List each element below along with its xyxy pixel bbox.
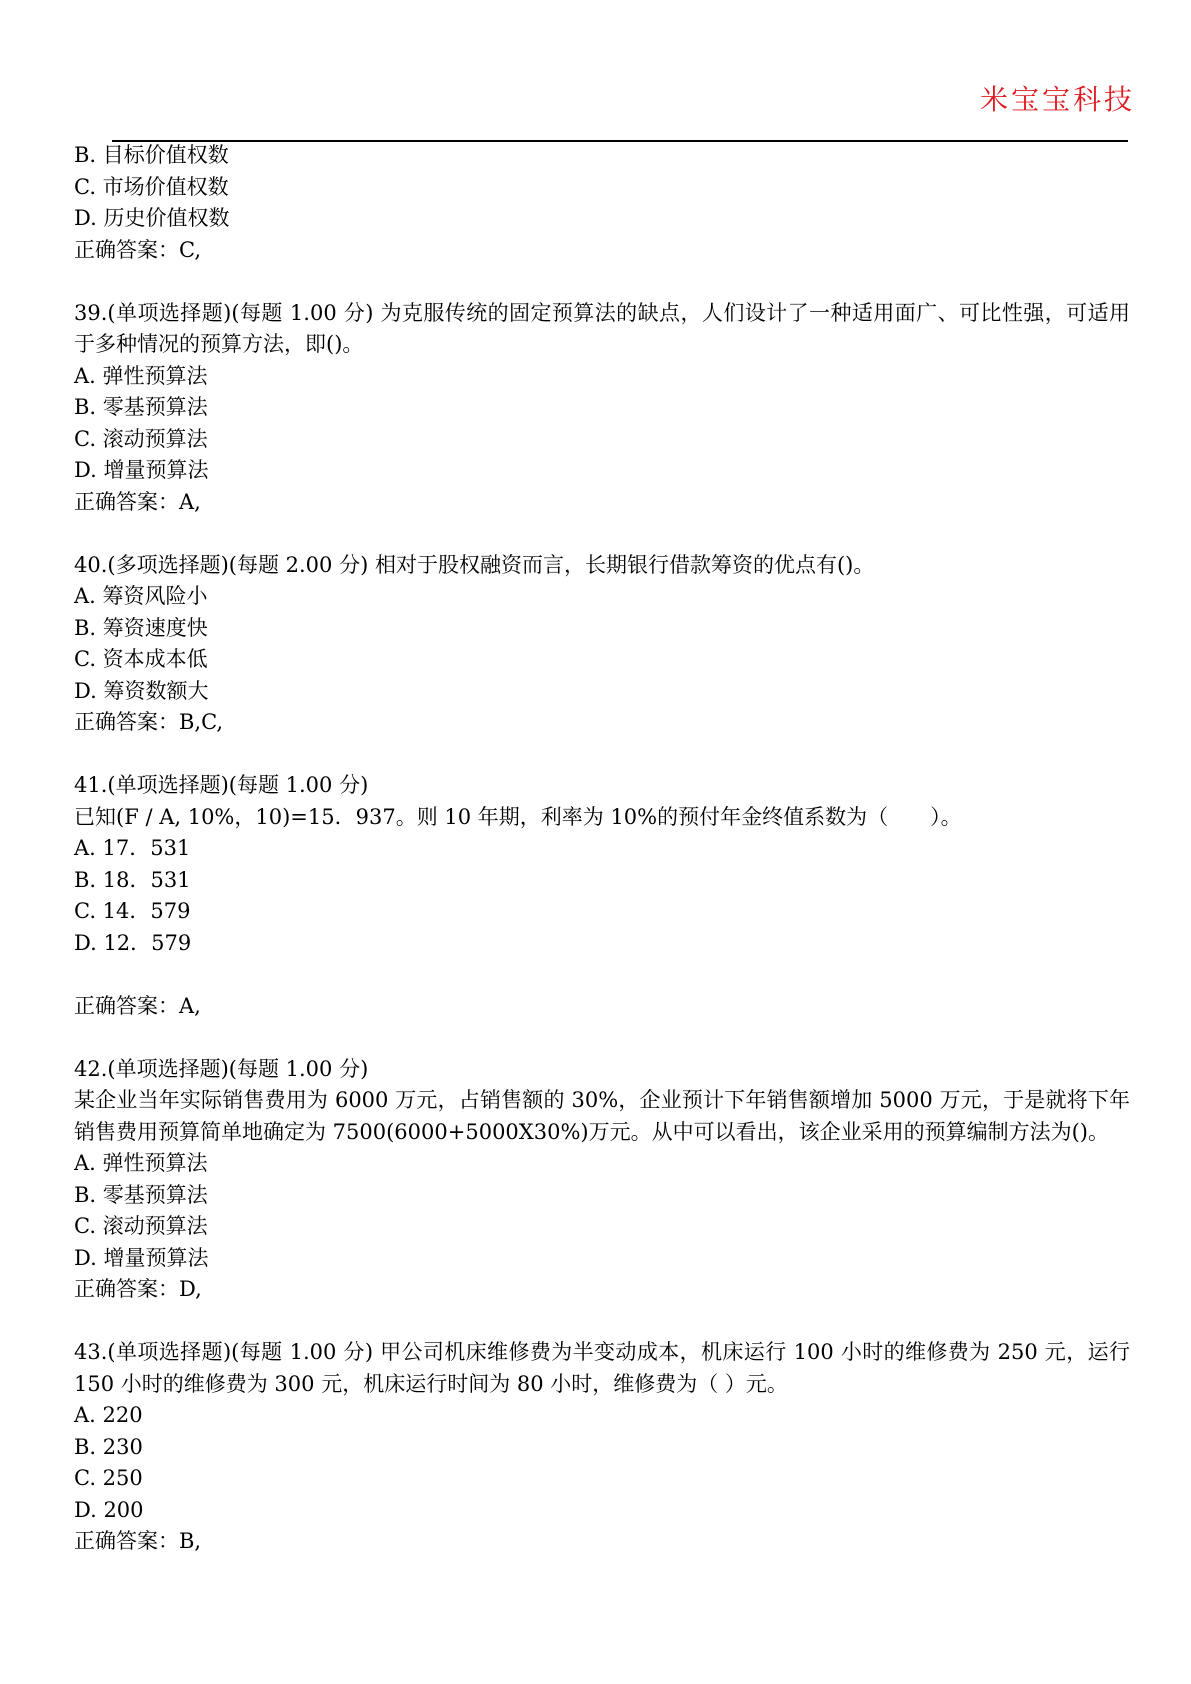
option: C. 14．579 — [74, 899, 191, 923]
document-body — [74, 140, 1130, 1558]
question-stem: 已知(F / A, 10%，10)=15．937。则 10 年期，利率为 10%的预付年金终值系数为（ ）。 — [74, 804, 962, 829]
question-38-tail — [74, 140, 1130, 266]
question-header: 41.(单项选择题)(每题 1.00 分) — [74, 773, 369, 797]
option: A. 17．531 — [74, 836, 191, 860]
option: A. 220 — [74, 1403, 143, 1427]
option: D. 12．579 — [74, 930, 192, 955]
question-41 — [74, 770, 1130, 1022]
option: B. 230 — [74, 1434, 143, 1459]
option: D. 200 — [74, 1497, 144, 1522]
question-42 — [74, 1054, 1130, 1306]
answer: 正确答案：C, — [74, 237, 201, 262]
option: A. 弹性预算法 — [74, 1151, 208, 1175]
question-39 — [74, 298, 1130, 519]
question-stem: 39.(单项选择题)(每题 1.00 分) 为克服传统的固定预算法的缺点，人们设计了一种适用面广、可比性强，可适用于多种情况的预算方法，即()。 — [74, 300, 1130, 356]
answer: 正确答案：A, — [74, 489, 201, 514]
question-43 — [74, 1337, 1130, 1558]
option: C. 250 — [74, 1466, 143, 1490]
option: B. 零基预算法 — [74, 1182, 208, 1207]
option: D. 筹资数额大 — [74, 678, 209, 703]
question-stem: 43.(单项选择题)(每题 1.00 分) 甲公司机床维修费为半变动成本，机床运行 100 小时的维修费为 250 元，运行 150 小时的维修费为 300 元，机床运行时间为 80 小时，维修费为（ ）元。 — [74, 1340, 1130, 1396]
option: D. 增量预算法 — [74, 1245, 209, 1270]
option: D. 历史价值权数 — [74, 206, 230, 230]
answer: 正确答案：D, — [74, 1277, 202, 1301]
option: C. 市场价值权数 — [74, 174, 229, 199]
option: A. 筹资风险小 — [74, 584, 208, 608]
option: B. 目标价值权数 — [74, 143, 229, 167]
option: C. 滚动预算法 — [74, 426, 208, 451]
option: B. 筹资速度快 — [74, 615, 208, 640]
option: D. 增量预算法 — [74, 458, 209, 482]
brand-logo: 米宝宝科技 — [979, 83, 1135, 116]
option: A. 弹性预算法 — [74, 363, 208, 388]
answer: 正确答案：B,C, — [74, 710, 224, 734]
option: C. 滚动预算法 — [74, 1214, 208, 1238]
answer: 正确答案：B, — [74, 1529, 202, 1553]
option: B. 零基预算法 — [74, 395, 208, 419]
question-header: 42.(单项选择题)(每题 1.00 分) — [74, 1056, 369, 1081]
question-stem: 40.(多项选择题)(每题 2.00 分) 相对于股权融资而言，长期银行借款筹资的优点有()。 — [74, 552, 875, 577]
question-stem: 某企业当年实际销售费用为 6000 万元，占销售额的 30%，企业预计下年销售额增加 5000 万元，于是就将下年销售费用预算简单地确定为 7500(6000+5000X30%)万元。从中可以看出，该企业采用的预算编制方法为()。 — [74, 1088, 1130, 1144]
question-40 — [74, 550, 1130, 739]
option: C. 资本成本低 — [74, 647, 208, 671]
option: B. 18．531 — [74, 867, 191, 892]
answer: 正确答案：A, — [74, 993, 201, 1018]
